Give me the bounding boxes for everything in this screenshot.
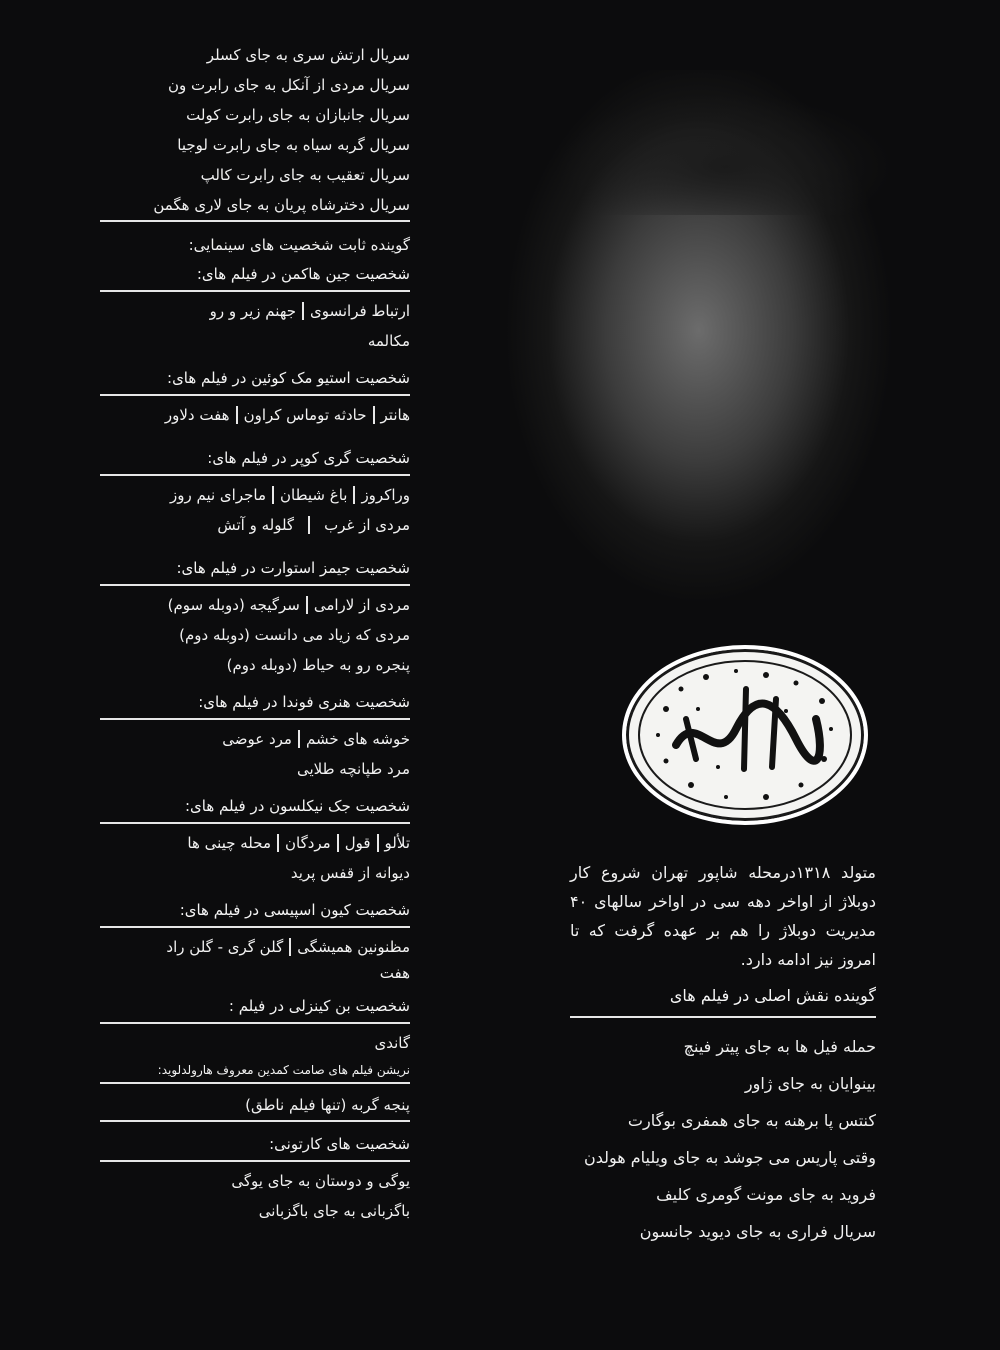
series-item: سریال گربه سیاه به جای رابرت لوجیا <box>177 136 410 154</box>
series-item: سریال دخترشاه پریان به جای لاری هگمن <box>100 190 410 222</box>
film-title: مرد عوضی <box>222 730 292 748</box>
film-title: مرد طپانچه طلایی <box>296 760 410 778</box>
divider <box>236 406 238 424</box>
divider <box>277 834 279 852</box>
seal-calligraphy <box>626 649 864 821</box>
spacey-films-row <box>100 932 410 962</box>
film-title: مردی از غرب <box>324 516 410 534</box>
film-title: گاندی <box>374 1034 410 1052</box>
film-title: ماجرای نیم روز <box>169 486 266 504</box>
nicholson-heading: شخصیت جک نیکلسون در فیلم های: <box>100 792 410 824</box>
divider <box>289 938 291 956</box>
film-title: هفت <box>379 964 410 982</box>
film-title: پنجه گربه (تنها فیلم ناطق) <box>100 1090 410 1122</box>
cartoon-heading: شخصیت های کارتونی: <box>100 1130 410 1162</box>
main-roles-list <box>570 1028 876 1250</box>
film-title: باغ شیطان <box>279 486 348 504</box>
series-item: سریال ارتش سری به جای کسلر <box>206 46 410 64</box>
divider <box>337 834 339 852</box>
signature-seal <box>622 645 868 825</box>
mcqueen-heading: شخصیت استیو مک کوئین در فیلم های: <box>100 364 410 396</box>
film-title: سرگیجه (دوبله سوم) <box>167 596 300 614</box>
film-title: تلألو <box>384 834 410 852</box>
divider <box>353 486 355 504</box>
hackman-films-row <box>100 296 410 326</box>
series-item: سریال جانبازان به جای رابرت کولت <box>186 106 410 124</box>
biography-paragraph: متولد ۱۳۱۸درمحله شاپور تهران شروع کار دوبلاژ از اواخر دهه سی در اواخر سالهای ۴۰ مدیریت دوبلاژ را هم بر عهده گرفت که تا امروز نیز ادامه دارد. <box>570 863 876 969</box>
film-title: مظنونین همیشگی <box>297 938 410 956</box>
divider <box>308 516 310 534</box>
film-title: حادثه توماس کراون <box>243 406 367 424</box>
divider <box>373 406 375 424</box>
cooper-films-row-2 <box>100 510 410 540</box>
main-role-item: فروید به جای مونت گومری کلیف <box>656 1185 876 1204</box>
main-role-item: وقتی پاریس می جوشد به جای ویلیام هولدن <box>583 1148 876 1167</box>
divider <box>377 834 379 852</box>
stewart-films-row <box>100 590 410 620</box>
film-title: پنجره رو به حیاط (دوبله دوم) <box>226 656 410 674</box>
film-title: هانتر <box>380 406 410 424</box>
film-title: هفت دلاور <box>164 406 230 424</box>
cooper-films-row <box>100 480 410 510</box>
portrait-hair-shadow <box>560 95 890 215</box>
cartoon-item: یوگی و دوستان به جای یوگی <box>231 1172 410 1190</box>
series-item: سریال تعقیب به جای رابرت کالپ <box>200 166 410 184</box>
film-title: قول <box>344 834 371 852</box>
film-title: ارتباط فرانسوی <box>310 302 410 320</box>
left-column <box>100 40 410 1226</box>
lloyd-heading: نریشن فیلم های صامت کمدین معروف هارولدلوید: <box>100 1058 410 1084</box>
mcqueen-films-row <box>100 400 410 430</box>
cooper-heading: شخصیت گری کوپر در فیلم های: <box>100 444 410 476</box>
film-title: مردی که زیاد می دانست (دوبله دوم) <box>179 626 410 644</box>
series-item: سریال مردی از آنکل به جای رابرت ون <box>167 76 410 94</box>
right-column <box>570 858 876 1250</box>
main-role-item: بینوایان به جای ژاور <box>744 1074 876 1093</box>
fonda-films-row <box>100 724 410 754</box>
fonda-heading: شخصیت هنری فوندا در فیلم های: <box>100 688 410 720</box>
film-title: گلن گری - گلن راد <box>166 938 284 956</box>
film-title: مکالمه <box>367 332 410 350</box>
main-roles-heading: گوینده نقش اصلی در فیلم های <box>570 982 876 1018</box>
film-title: خوشه های خشم <box>305 730 410 748</box>
film-title: مردگان <box>285 834 331 852</box>
film-title: محله چینی ها <box>187 834 271 852</box>
stewart-heading: شخصیت جیمز استوارت در فیلم های: <box>100 554 410 586</box>
main-role-item: سریال فراری به جای دیوید جانسون <box>639 1222 876 1241</box>
cinema-section-title: گوینده ثابت شخصیت های سینمایی: <box>188 236 410 254</box>
film-title: وراکروز <box>361 486 410 504</box>
divider <box>272 486 274 504</box>
divider <box>306 596 308 614</box>
divider <box>298 730 300 748</box>
series-list <box>100 40 410 222</box>
film-title: مردی از لارامی <box>313 596 410 614</box>
main-role-item: حمله فیل ها به جای پیتر فینچ <box>683 1037 876 1056</box>
main-role-item: کنتس پا برهنه به جای همفری بوگارت <box>627 1111 876 1130</box>
cartoon-item: باگزبانی به جای باگزبانی <box>258 1202 410 1220</box>
hackman-heading: شخصیت جین هاکمن در فیلم های: <box>100 260 410 292</box>
film-title: گلوله و آتش <box>217 516 295 534</box>
spacey-heading: شخصیت کیون اسپیسی در فیلم های: <box>100 896 410 928</box>
kingsley-heading: شخصیت بن کینزلی در فیلم : <box>100 992 410 1024</box>
divider <box>302 302 304 320</box>
film-title: جهنم زیر و رو <box>209 302 297 320</box>
nicholson-films-row <box>100 828 410 858</box>
film-title: دیوانه از قفس پرید <box>290 864 410 882</box>
